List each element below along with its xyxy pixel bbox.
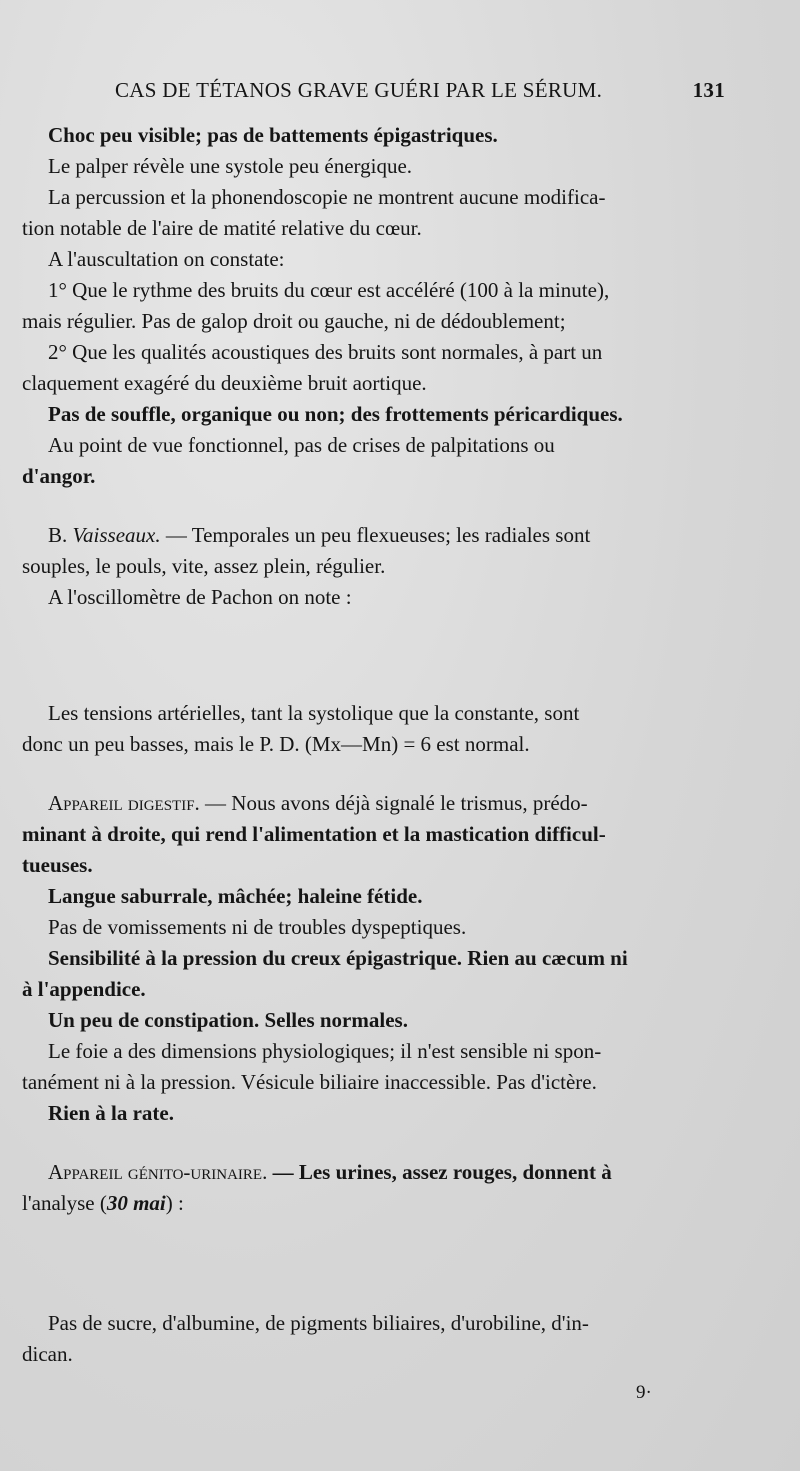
page-number: 131: [692, 78, 725, 102]
text-line: 2° Que les qualités acoustiques des bruits sont normales, à part un: [48, 340, 603, 364]
text-line: A l'auscultation on constate:: [48, 247, 285, 271]
text-line: Pas de vomissements ni de troubles dyspeptiques.: [48, 915, 467, 939]
text-line: La percussion et la phonendoscopie ne montrent aucune modifica-: [48, 185, 606, 209]
section-heading-vaisseaux: B. Vaisseaux. — Temporales un peu flexueuses; les radiales sont: [48, 523, 591, 547]
text-line: 1° Que le rythme des bruits du cœur est accéléré (100 à la minute),: [48, 278, 610, 302]
running-title: CAS DE TÉTANOS GRAVE GUÉRI PAR LE SÉRUM.: [115, 78, 603, 102]
text-line: Les tensions artérielles, tant la systolique que la constante, sont: [48, 701, 580, 725]
text-line: minant à droite, qui rend l'alimentation et la mastication difficul-: [22, 822, 606, 846]
text-line: Un peu de constipation. Selles normales.: [48, 1008, 408, 1032]
text-line: à l'appendice.: [22, 977, 146, 1001]
text-line: tanément ni à la pression. Vésicule biliaire inaccessible. Pas d'ictère.: [22, 1070, 597, 1094]
text-line: Langue saburrale, mâchée; haleine fétide.: [48, 884, 423, 908]
signature-mark: 9·: [636, 1382, 652, 1403]
text-line: dican.: [22, 1342, 73, 1366]
section-heading-digestif: Appareil digestif. — Nous avons déjà signalé le trismus, prédo-: [48, 791, 588, 815]
text-line: Pas de souffle, organique ou non; des frottements péricardiques.: [48, 402, 623, 426]
text-line: souples, le pouls, vite, assez plein, régulier.: [22, 554, 386, 578]
text-line: A l'oscillomètre de Pachon on note :: [48, 585, 352, 609]
text-line: Pas de sucre, d'albumine, de pigments biliaires, d'urobiline, d'in-: [48, 1311, 589, 1335]
text-line: Le palper révèle une systole peu énergique.: [48, 154, 413, 178]
text-line: Choc peu visible; pas de battements épigastriques.: [48, 123, 498, 147]
text-line: claquement exagéré du deuxième bruit aortique.: [22, 371, 427, 395]
text-line: Le foie a des dimensions physiologiques; il n'est sensible ni spon-: [48, 1039, 602, 1063]
text-line: tion notable de l'aire de matité relative du cœur.: [22, 216, 422, 240]
text-line: Sensibilité à la pression du creux épigastrique. Rien au cæcum ni: [48, 946, 628, 970]
text-line: d'angor.: [22, 464, 96, 488]
text-line: Au point de vue fonctionnel, pas de crises de palpitations ou: [48, 433, 555, 457]
text-line: Rien à la rate.: [48, 1101, 174, 1125]
text-line: donc un peu basses, mais le P. D. (Mx—Mn) = 6 est normal.: [22, 732, 530, 756]
section-heading-genito-urinaire: Appareil génito-urinaire. — Les urines, assez rouges, donnent à: [48, 1160, 612, 1184]
text-line: mais régulier. Pas de galop droit ou gauche, ni de dédoublement;: [22, 309, 566, 333]
text-line: tueuses.: [22, 853, 93, 877]
text-line: l'analyse (30 mai) :: [22, 1191, 184, 1215]
